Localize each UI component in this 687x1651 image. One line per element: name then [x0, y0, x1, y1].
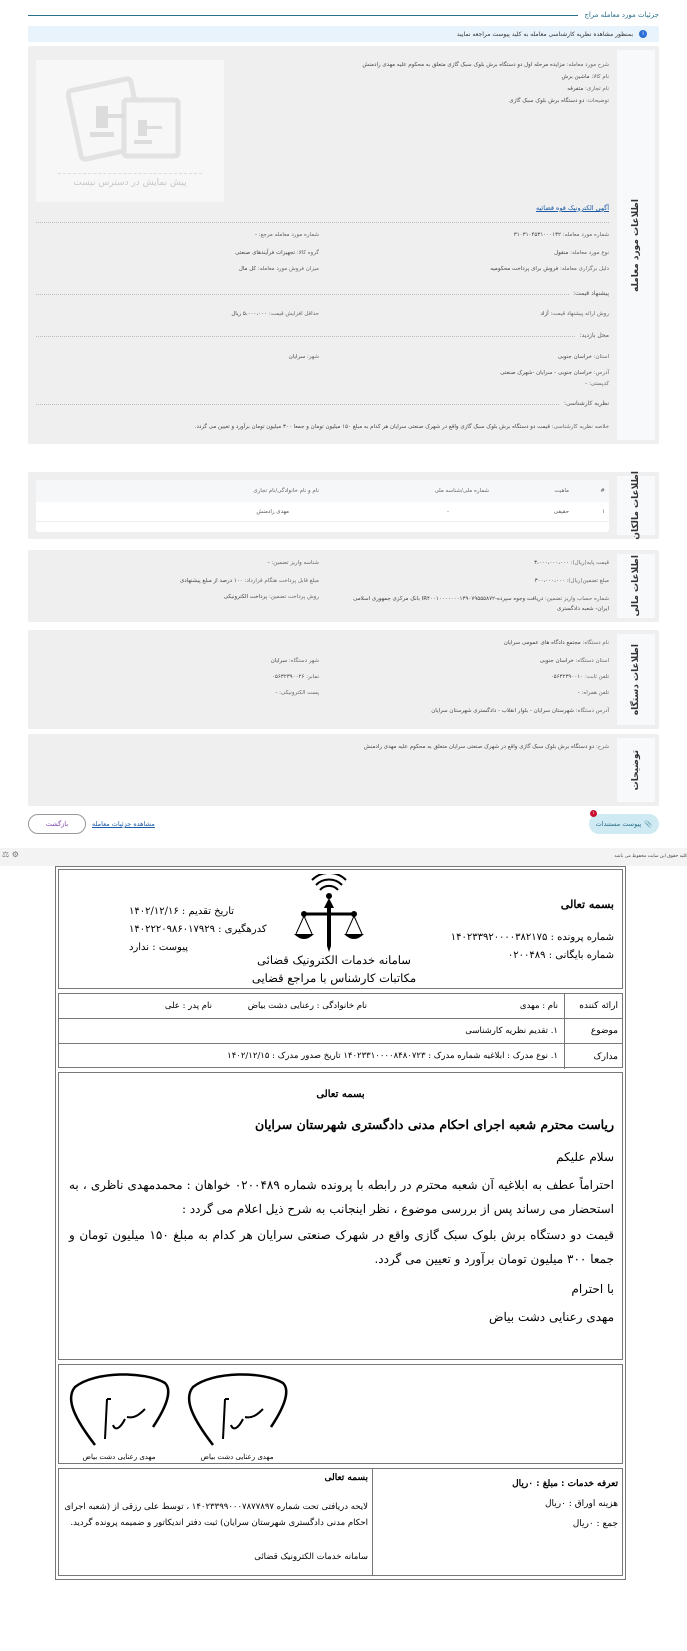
deposit-id: شناسه واریز تضمین: -: [267, 560, 319, 566]
case-number: شماره پرونده : ۱۴۰۲۳۳۹۲۰۰۰۰۳۸۲۱۷۵: [450, 932, 614, 943]
table-row: ۱ حقیقی - مهدی رادمنش: [36, 502, 609, 522]
doc-body: [58, 1072, 623, 1360]
paperclip-icon: 📎: [644, 820, 653, 828]
agency-section: [28, 630, 659, 729]
copyright-text: کلیه حقوق این سایت محفوظ می باشد: [614, 854, 687, 859]
agency-email: پست الکترونیکی: -: [275, 690, 319, 696]
footer-logos-icon: ⚙ ⚖: [2, 850, 19, 859]
postal-code: کدپستی: -: [585, 381, 609, 387]
attachments-badge: ۱: [590, 810, 597, 817]
signer-name: مهدی رعنایی دشت بیاض: [489, 1310, 614, 1324]
col-type: ماهیت: [554, 488, 569, 494]
financial-body: [36, 558, 609, 614]
info-banner-text: بمنظور مشاهده نظریه کارشناسی معامله به کلید پیوست مراجعه نمایید: [456, 30, 633, 38]
deal-reason: دلیل برگزاری معامله: فروش برای پرداخت محکومیه: [490, 266, 609, 272]
divider: [36, 404, 609, 405]
doc-bismillah: بسمه تعالی: [560, 898, 614, 911]
remarks-section: [28, 734, 659, 806]
deal-number: شماره مورد معامله: ۳۱۰۳۱۰۴۵۳۱۰۰۰۱۳۲: [513, 232, 609, 238]
payment-method: روش پرداخت تضمین: پرداخت الکترونیکی: [223, 594, 319, 600]
title-divider: [28, 15, 578, 16]
agency-address: آدرس دستگاه: شهرستان سرایان - بلوار انقلاب - دادگستری شهرستان سرایان: [431, 708, 609, 714]
goods-name: نام کالا: ماشین برش: [561, 74, 609, 80]
tracking-code: کدرهگیری : ۱۴۰۲۲۲۰۹۸۶۰۱۷۹۲۹: [129, 924, 267, 935]
greeting: سلام علیکم: [556, 1150, 614, 1164]
system-title: سامانه خدمات الکترونیک قضائی: [257, 953, 411, 967]
doc-info-table: [58, 993, 623, 1068]
info-banner: [28, 26, 659, 42]
agency-label: اطلاعات دستگاه: [617, 634, 655, 725]
deal-info-section: [28, 46, 659, 444]
submit-date: تاریخ تقدیم : ۱۴۰۲/۱۲/۱۶: [129, 906, 235, 917]
signature-icon: [65, 1369, 173, 1449]
divider: [36, 336, 609, 337]
footer-actions: [28, 811, 659, 836]
expert-letter-document: [55, 866, 626, 1580]
page-footer: [0, 848, 687, 866]
judiciary-scales-icon: [294, 874, 364, 952]
fee-services: تعرفه خدمات : مبلغ : ۰ریال: [512, 1479, 618, 1489]
info-icon: i: [639, 30, 647, 38]
financial-section: [28, 550, 659, 622]
base-price: قیمت پایه(ریال): ۳،۰۰۰،۰۰۰،۰۰۰: [534, 560, 609, 566]
page-title-row: [28, 8, 659, 22]
system-subtitle: مکاتبات کارشناس با مراجع قضایی: [251, 971, 417, 985]
preview-divider: [58, 173, 202, 174]
guarantee-amount: مبلغ تضمین(ریال): ۳۰۰،۰۰۰،۰۰۰: [534, 578, 609, 584]
submitter-row: ارائه کننده نام : مهدی نام خانوادگی : رعنایی دشت بیاض نام پدر : علی: [59, 994, 622, 1019]
city: شهر: سرایان: [288, 354, 319, 360]
regards: با احترام: [571, 1282, 614, 1296]
deal-type: نوع مورد معامله: منقول: [554, 250, 609, 256]
col-name: نام و نام خانوادگی/نام تجاری: [253, 488, 319, 494]
financial-label: اطلاعات مالی: [617, 554, 655, 618]
agency-province: استان دستگاه: خراسان جنوبی: [539, 658, 609, 664]
page-title: جزئیات مورد معامله مراج: [584, 11, 659, 19]
agency-body: [36, 638, 609, 721]
signature-1: مهدی رعنایی دشت بیاض: [65, 1369, 173, 1461]
signature-2: مهدی رعنایی دشت بیاض: [183, 1369, 291, 1461]
attachments-button[interactable]: 📎 پیوست مستندات: [589, 814, 659, 834]
col-index: #: [600, 488, 605, 494]
divider: [36, 294, 609, 295]
judiciary-ad-link[interactable]: آگهی الکترونیک قوه قضائیه: [535, 204, 609, 212]
agency-name: نام دستگاه: مجتمع دادگاه های عمومی سرایان: [503, 640, 609, 646]
agency-mobile: تلفن همراه: -: [577, 690, 609, 696]
paragraph-2: قیمت دو دستگاه برش بلوک سبک گازی واقع در شهرک صنعتی سرایان هر کدام به مبلغ ۱۵۰ میلیون تومان و جمعا ۳۰۰ میلیون تومان برآورد و تعیین می گردد.: [69, 1228, 614, 1266]
divider: [36, 222, 609, 223]
doc-header: [58, 869, 623, 989]
owners-body: [36, 480, 609, 531]
documents-row: مدارک ۱. نوع مدرک : ابلاغیه شماره مدرک : ۱۴۰۲۳۳۱۰۰۰۰۸۴۸۰۷۲۳ تاریخ صدور مدرک : ۱۴۰۲/۱۲/۱۵: [59, 1044, 622, 1069]
paragraph-1: احتراماً عطف به ابلاغیه آن شعبه محترم در رابطه با پرونده شماره ۰۲۰۰۴۸۹ خواهان : محمدمهدی ناظری ، به استحضار می رساند پس از بررسی موضوع ، نظر اینجانب به شرح ذیل اعلام می گردد :: [69, 1178, 615, 1216]
owners-label: اطلاعات مالکان: [617, 476, 655, 535]
back-button[interactable]: بازگشت: [28, 814, 86, 834]
notes: توضیحات: دو دستگاه برش بلوک سبک گازی: [509, 98, 609, 104]
address: آدرس: خراسان جنوبی - سرایان -شهرک صنعتی: [500, 370, 609, 376]
goods-group: گروه کالا: تجهیزات فرآیندهای صنعتی: [235, 250, 319, 256]
expert-summary: خلاصه نظریه کارشناسی: قیمت دو دستگاه برش بلوک سبک گازی واقع در شهرک صنعتی سرایان هر کدام به مبلغ ۱۵۰ میلیون تومان و جمعا ۳۰۰ میلیون تومان برآورد و تعیین می گردد.: [194, 424, 609, 430]
payable-amount: مبلغ قابل پرداخت هنگام قرارداد: ۱۰۰ درصد از مبلغ پیشنهادی: [179, 578, 319, 584]
price-offer-title: پیشنهاد قیمت:: [569, 290, 609, 297]
offer-method: روش ارائه پیشنهاد قیمت: آزاد: [540, 311, 609, 317]
agency-phone: تلفن ثابت: ۰۵۶۳۲۳۹۰۰۱۰: [550, 674, 609, 680]
doc-signatures: [58, 1364, 623, 1464]
gavel-icon: [66, 72, 186, 162]
col-national-id: شماره ملی/شناسه ملی: [434, 488, 489, 494]
deal-info-body: [36, 54, 609, 436]
guarantee-account: شماره حساب واریز تضمین: دریافت وجوه سپرده-IR۴۰۰۱۰۰۰۰۰۰۰۱۳۹۰۷۹۵۵۵۸۷۲ بانک مرکزی جمهوری اسلامی ایران- شعبه دادگستری: [353, 596, 609, 612]
remarks-body: [36, 742, 609, 798]
attachment-status: پیوست : ندارد: [129, 942, 188, 953]
visit-place-title: محل بازدید:: [576, 332, 609, 339]
registration-notice: بسمه تعالی لایحه دریافتی تحت شماره ۱۴۰۲۳۳۹۹۰۰۰۷۸۷۷۸۹۷ ، توسط علی رزقی از (شعبه اجرای احکام مدنی دادگستری شهرستان سرایان) ثبت دفتر اندیکاتور و ضمیمه پرونده گردید. سامانه خدمات الکترونیک قضائی: [64, 1473, 368, 1562]
deal-description: شرح مورد معامله: مزایده مرحله اول دو دستگاه برش بلوک سبک گازی متعلق به محکوم علیه مهدی رادمنش: [362, 62, 609, 68]
sale-amount: میزان فروش مورد معامله: کل مال: [238, 266, 319, 272]
agency-city: شهر دستگاه: سرایان: [270, 658, 319, 664]
owners-table: [36, 480, 609, 532]
trade-name: نام تجاری: متفرقه: [567, 86, 609, 92]
remarks-desc: شرح: دو دستگاه برش بلوک سبک گازی واقع در شهرک صنعتی سرایان متعلق به محکوم علیه مهدی رادمنش: [363, 744, 609, 750]
signature-icon: [183, 1369, 291, 1449]
fee-total: جمع : ۰ریال: [572, 1519, 618, 1529]
body-bismillah: بسمه تعالی: [316, 1089, 365, 1100]
owners-section: [28, 472, 659, 539]
remarks-label: توضیحات: [617, 738, 655, 802]
fees-panel: [372, 1469, 622, 1575]
doc-bottom: [58, 1468, 623, 1576]
deal-info-label: اطلاعات مورد معامله: [617, 50, 655, 440]
preview-unavailable-text: پیش نمایش در دسترس نیست: [73, 178, 187, 188]
ref-deal-number: شماره مورد معامله مرجع: -: [254, 232, 319, 238]
agency-fax: نمابر: ۰۵۶۳۲۳۹۰۰۲۶: [271, 674, 319, 680]
owners-table-header: [36, 480, 609, 502]
addressee: ریاست محترم شعبه اجرای احکام مدنی دادگستری شهرستان سرایان: [254, 1117, 614, 1132]
min-increase: حداقل افزایش قیمت: ۵،۰۰۰،۰۰۰ ریال: [231, 311, 319, 317]
fee-paper: هزینه اوراق : ۰ریال: [544, 1499, 618, 1509]
subject-row: موضوع ۱. تقدیم نظریه کارشناسی: [59, 1019, 622, 1044]
expert-opinion-title: نظریه کارشناسی:: [560, 400, 609, 407]
province: استان: خراسان جنوبی: [557, 354, 609, 360]
view-deal-details-link[interactable]: مشاهده جزئیات معامله: [92, 820, 155, 828]
archive-number: شماره بایگانی : ۰۲۰۰۴۸۹: [507, 950, 614, 961]
preview-placeholder: [36, 60, 224, 202]
